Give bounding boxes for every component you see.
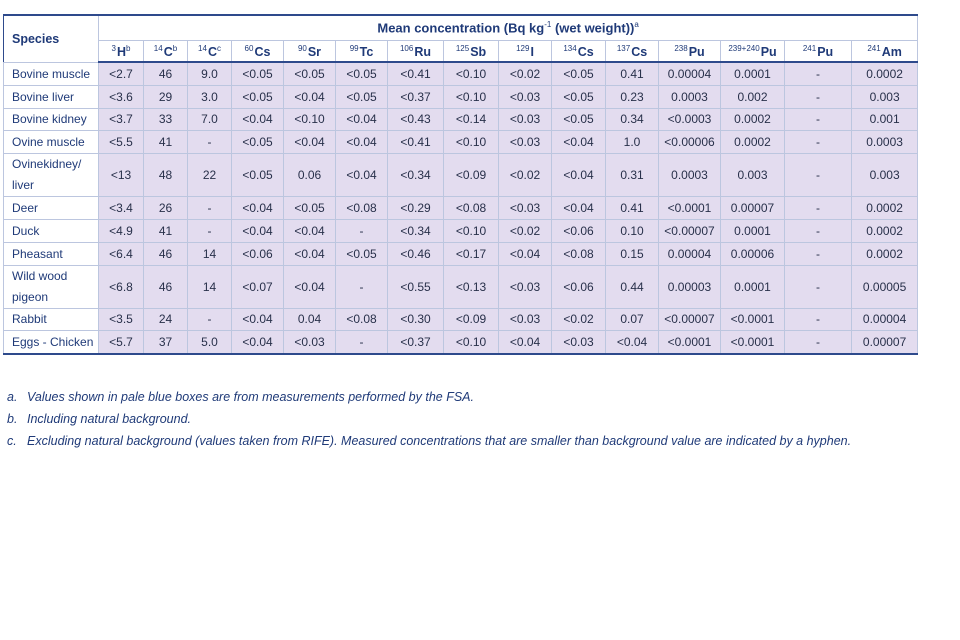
isotope-mass-number: 106: [399, 43, 414, 53]
isotope-symbol: Ru: [414, 44, 432, 59]
value-cell: <0.09: [444, 154, 499, 197]
value-cell: 0.00003: [659, 265, 721, 308]
value-cell: <0.10: [444, 331, 499, 354]
value-cell: <0.14: [444, 108, 499, 131]
isotope-header: [99, 41, 144, 63]
value-cell: 46: [144, 242, 188, 265]
value-cell: <0.05: [336, 242, 388, 265]
value-cell: -: [785, 219, 852, 242]
value-cell: <0.04: [552, 154, 606, 197]
value-cell: 0.04: [284, 308, 336, 331]
value-cell: -: [785, 154, 852, 197]
value-cell: -: [188, 197, 232, 220]
value-cell: <0.55: [388, 265, 444, 308]
value-cell: 0.0003: [659, 154, 721, 197]
isotope-header: [232, 41, 284, 63]
isotope-footnote: c: [216, 43, 221, 53]
value-cell: <0.17: [444, 242, 499, 265]
value-cell: 3.0: [188, 85, 232, 108]
isotope-mass-number: 241: [867, 43, 881, 53]
isotope-header: [499, 41, 552, 63]
table-row: [4, 85, 918, 108]
value-cell: <0.04: [232, 219, 284, 242]
isotope-header: [284, 41, 336, 63]
value-cell: <0.03: [284, 331, 336, 354]
isotope-header: [659, 41, 721, 63]
table-body: [4, 62, 918, 354]
species-cell: Duck: [4, 219, 99, 242]
value-cell: 5.0: [188, 331, 232, 354]
value-cell: <0.09: [444, 308, 499, 331]
value-cell: <0.37: [388, 85, 444, 108]
value-cell: <0.10: [444, 219, 499, 242]
isotope-mass-number: 60: [244, 43, 254, 53]
value-cell: <0.05: [284, 197, 336, 220]
value-cell: 0.001: [852, 108, 918, 131]
table-row: [4, 219, 918, 242]
footnote-marker: a.: [7, 390, 18, 404]
value-cell: <0.41: [388, 131, 444, 154]
value-cell: 48: [144, 154, 188, 197]
species-cell: Bovine muscle: [4, 62, 99, 85]
value-cell: 9.0: [188, 62, 232, 85]
value-cell: <0.34: [388, 154, 444, 197]
value-cell: <0.0001: [721, 331, 785, 354]
value-cell: 14: [188, 242, 232, 265]
value-cell: 0.10: [606, 219, 659, 242]
value-cell: 41: [144, 219, 188, 242]
value-cell: <0.06: [552, 265, 606, 308]
table-row: [4, 331, 918, 354]
isotope-symbol: Pu: [817, 44, 834, 59]
isotope-header: [144, 41, 188, 63]
isotope-header: [552, 41, 606, 63]
isotope-mass-number: 90: [297, 43, 307, 53]
value-cell: 0.003: [721, 154, 785, 197]
footnote-marker: c.: [7, 434, 17, 448]
table-row: [4, 197, 918, 220]
isotope-header-row: [4, 41, 918, 63]
species-cell: Wild wood pigeon: [4, 265, 99, 308]
isotope-mass-number: 238: [674, 43, 688, 53]
value-cell: <0.00006: [659, 131, 721, 154]
species-cell: Ovine muscle: [4, 131, 99, 154]
isotope-header: [852, 41, 918, 63]
value-cell: 0.00004: [852, 308, 918, 331]
value-cell: <0.03: [499, 265, 552, 308]
isotope-footnote: b: [126, 43, 131, 53]
footnote-text: Including natural background.: [27, 412, 192, 426]
species-cell: Eggs - Chicken: [4, 331, 99, 354]
species-cell: Ovinekidney/ liver: [4, 154, 99, 197]
value-cell: -: [188, 308, 232, 331]
value-cell: <0.04: [499, 242, 552, 265]
value-cell: -: [336, 219, 388, 242]
isotope-symbol: Am: [881, 44, 902, 59]
value-cell: <0.05: [552, 62, 606, 85]
isotope-footnote: b: [172, 43, 178, 53]
value-cell: 0.0003: [659, 85, 721, 108]
value-cell: -: [785, 331, 852, 354]
species-cell: Bovine kidney: [4, 108, 99, 131]
isotope-mass-number: 125: [455, 43, 470, 53]
table-row: [4, 131, 918, 154]
value-cell: <6.4: [99, 242, 144, 265]
isotope-symbol: Sr: [307, 44, 322, 59]
value-cell: <13: [99, 154, 144, 197]
value-cell: <0.04: [232, 108, 284, 131]
value-cell: <0.05: [232, 154, 284, 197]
isotope-mass-number: 129: [516, 43, 530, 53]
value-cell: 0.0002: [852, 62, 918, 85]
value-cell: <0.03: [499, 108, 552, 131]
isotope-symbol: Sb: [470, 44, 487, 59]
isotope-header: [785, 41, 852, 63]
value-cell: <0.05: [232, 85, 284, 108]
value-cell: -: [785, 131, 852, 154]
value-cell: <0.08: [552, 242, 606, 265]
isotope-symbol: C: [207, 44, 217, 59]
value-cell: 29: [144, 85, 188, 108]
value-cell: 0.002: [721, 85, 785, 108]
species-cell: Deer: [4, 197, 99, 220]
value-cell: <0.41: [388, 62, 444, 85]
value-cell: <0.06: [552, 219, 606, 242]
value-cell: 0.23: [606, 85, 659, 108]
isotope-mass-number: 14: [153, 43, 163, 53]
value-cell: 0.15: [606, 242, 659, 265]
value-cell: <0.04: [232, 197, 284, 220]
value-cell: 7.0: [188, 108, 232, 131]
value-cell: -: [336, 331, 388, 354]
value-cell: <0.0003: [659, 108, 721, 131]
value-cell: -: [785, 62, 852, 85]
value-cell: <6.8: [99, 265, 144, 308]
footnote-marker: b.: [7, 412, 18, 426]
value-cell: 24: [144, 308, 188, 331]
value-cell: <0.02: [499, 62, 552, 85]
value-cell: <0.0001: [721, 308, 785, 331]
isotope-symbol: Pu: [760, 44, 777, 59]
isotope-header: [336, 41, 388, 63]
mean-header-footnote: a: [634, 20, 639, 30]
isotope-header: [444, 41, 499, 63]
mean-header-exponent: -1: [544, 20, 552, 30]
table-row: [4, 154, 918, 197]
isotope-mass-number: 137: [616, 43, 631, 53]
value-cell: 0.00006: [721, 242, 785, 265]
value-cell: <3.4: [99, 197, 144, 220]
value-cell: <0.05: [336, 62, 388, 85]
footnotes: [7, 386, 851, 452]
value-cell: 41: [144, 131, 188, 154]
mean-header-tail: (wet weight)): [551, 20, 635, 36]
isotope-symbol: Cs: [577, 44, 594, 59]
isotope-symbol: C: [163, 44, 173, 59]
value-cell: <0.0001: [659, 197, 721, 220]
isotope-mass-number: 99: [349, 43, 359, 53]
value-cell: <0.04: [284, 131, 336, 154]
value-cell: -: [785, 197, 852, 220]
value-cell: <0.03: [552, 331, 606, 354]
value-cell: <3.6: [99, 85, 144, 108]
value-cell: <0.04: [284, 219, 336, 242]
table-row: [4, 108, 918, 131]
isotope-header: [606, 41, 659, 63]
value-cell: <0.29: [388, 197, 444, 220]
value-cell: <0.04: [336, 131, 388, 154]
value-cell: <0.08: [336, 308, 388, 331]
isotope-header: [188, 41, 232, 63]
value-cell: 0.0002: [721, 131, 785, 154]
footnote: [7, 408, 851, 430]
value-cell: 0.0001: [721, 219, 785, 242]
value-cell: <0.03: [499, 308, 552, 331]
value-cell: 0.44: [606, 265, 659, 308]
value-cell: 0.00004: [659, 242, 721, 265]
value-cell: <0.06: [232, 242, 284, 265]
value-cell: <0.04: [284, 242, 336, 265]
value-cell: <5.7: [99, 331, 144, 354]
concentration-table: [3, 14, 918, 355]
species-cell: Bovine liver: [4, 85, 99, 108]
value-cell: 0.0001: [721, 62, 785, 85]
value-cell: <0.10: [444, 131, 499, 154]
value-cell: 0.00005: [852, 265, 918, 308]
value-cell: <0.46: [388, 242, 444, 265]
species-header: Species: [4, 15, 99, 62]
isotope-symbol: Cs: [254, 44, 271, 59]
value-cell: <0.34: [388, 219, 444, 242]
value-cell: -: [336, 265, 388, 308]
isotope-mass-number: 134: [563, 43, 577, 53]
value-cell: <0.00007: [659, 308, 721, 331]
value-cell: -: [188, 219, 232, 242]
isotope-mass-number: 239+240: [728, 43, 760, 53]
isotope-mass-number: 3: [111, 43, 116, 53]
value-cell: <0.05: [336, 85, 388, 108]
value-cell: -: [785, 265, 852, 308]
value-cell: 0.06: [284, 154, 336, 197]
value-cell: <0.04: [336, 154, 388, 197]
value-cell: <0.07: [232, 265, 284, 308]
value-cell: <0.37: [388, 331, 444, 354]
value-cell: <3.7: [99, 108, 144, 131]
value-cell: 0.0002: [721, 108, 785, 131]
value-cell: <0.04: [284, 85, 336, 108]
value-cell: <0.05: [552, 108, 606, 131]
value-cell: <0.03: [499, 85, 552, 108]
footnote: [7, 386, 851, 408]
value-cell: <0.02: [499, 219, 552, 242]
isotope-symbol: Tc: [359, 44, 374, 59]
footnote: [7, 430, 851, 452]
value-cell: 0.07: [606, 308, 659, 331]
isotope-symbol: Pu: [688, 44, 705, 59]
isotope-symbol: I: [530, 44, 534, 59]
value-cell: 0.0002: [852, 219, 918, 242]
value-cell: <0.02: [499, 154, 552, 197]
value-cell: <0.08: [336, 197, 388, 220]
value-cell: 37: [144, 331, 188, 354]
value-cell: 0.41: [606, 197, 659, 220]
species-cell: Pheasant: [4, 242, 99, 265]
value-cell: <0.05: [232, 131, 284, 154]
concentration-table-container: [3, 14, 918, 355]
value-cell: 33: [144, 108, 188, 131]
value-cell: <2.7: [99, 62, 144, 85]
value-cell: <5.5: [99, 131, 144, 154]
value-cell: <0.03: [499, 197, 552, 220]
value-cell: 0.31: [606, 154, 659, 197]
value-cell: -: [785, 85, 852, 108]
value-cell: <0.04: [552, 197, 606, 220]
mean-concentration-header: [99, 15, 918, 41]
value-cell: <0.30: [388, 308, 444, 331]
footnote-text: Values shown in pale blue boxes are from measurements performed by the FSA.: [27, 390, 474, 404]
value-cell: 46: [144, 265, 188, 308]
isotope-symbol: H: [116, 44, 127, 59]
value-cell: <0.04: [499, 331, 552, 354]
value-cell: 1.0: [606, 131, 659, 154]
value-cell: <0.0001: [659, 331, 721, 354]
value-cell: <0.04: [232, 331, 284, 354]
header-row: [4, 15, 918, 41]
value-cell: 46: [144, 62, 188, 85]
value-cell: 0.0003: [852, 131, 918, 154]
value-cell: 0.003: [852, 154, 918, 197]
isotope-header: [388, 41, 444, 63]
value-cell: <4.9: [99, 219, 144, 242]
value-cell: 0.00007: [852, 331, 918, 354]
value-cell: <0.04: [284, 265, 336, 308]
value-cell: 26: [144, 197, 188, 220]
footnote-text: Excluding natural background (values taken from RIFE). Measured concentrations that are smaller than background value are indicated by a hyphen.: [27, 434, 852, 448]
value-cell: 22: [188, 154, 232, 197]
value-cell: <0.13: [444, 265, 499, 308]
value-cell: 0.00007: [721, 197, 785, 220]
value-cell: -: [785, 242, 852, 265]
value-cell: 0.0002: [852, 197, 918, 220]
value-cell: 0.34: [606, 108, 659, 131]
value-cell: <0.08: [444, 197, 499, 220]
value-cell: -: [188, 131, 232, 154]
value-cell: <0.05: [232, 62, 284, 85]
value-cell: <0.03: [499, 131, 552, 154]
value-cell: <0.10: [444, 85, 499, 108]
value-cell: <0.04: [336, 108, 388, 131]
isotope-mass-number: 241: [802, 43, 817, 53]
value-cell: 0.00004: [659, 62, 721, 85]
value-cell: <3.5: [99, 308, 144, 331]
value-cell: <0.04: [232, 308, 284, 331]
value-cell: <0.00007: [659, 219, 721, 242]
value-cell: <0.05: [552, 85, 606, 108]
value-cell: 0.003: [852, 85, 918, 108]
value-cell: <0.02: [552, 308, 606, 331]
table-row: [4, 62, 918, 85]
isotope-mass-number: 14: [198, 43, 207, 53]
value-cell: <0.04: [606, 331, 659, 354]
value-cell: 14: [188, 265, 232, 308]
value-cell: <0.10: [444, 62, 499, 85]
value-cell: -: [785, 108, 852, 131]
table-row: [4, 265, 918, 308]
value-cell: 0.0002: [852, 242, 918, 265]
value-cell: <0.04: [552, 131, 606, 154]
mean-header-text: Mean concentration (Bq kg: [377, 20, 545, 36]
value-cell: 0.41: [606, 62, 659, 85]
value-cell: <0.10: [284, 108, 336, 131]
species-cell: Rabbit: [4, 308, 99, 331]
isotope-header: [721, 41, 785, 63]
table-row: [4, 308, 918, 331]
isotope-symbol: Cs: [631, 44, 648, 59]
value-cell: -: [785, 308, 852, 331]
value-cell: <0.43: [388, 108, 444, 131]
value-cell: 0.0001: [721, 265, 785, 308]
table-row: [4, 242, 918, 265]
value-cell: <0.05: [284, 62, 336, 85]
